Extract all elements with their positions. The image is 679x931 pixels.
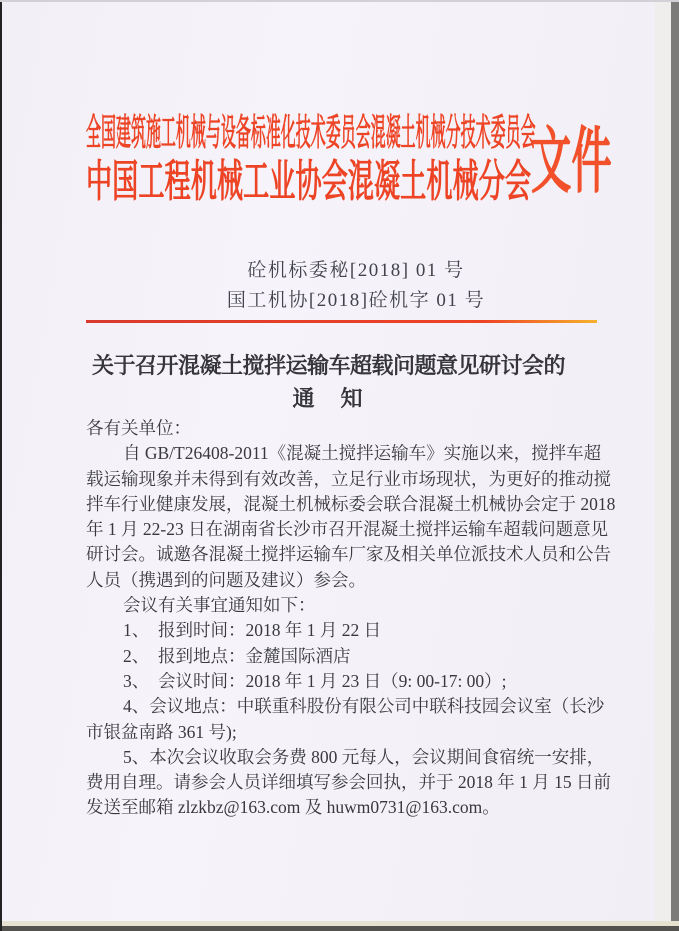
notice-title-line-2: 通 知 [292,386,365,411]
body-line: 自 GB/T26408-2011《混凝土搅拌运输车》实施以来，搅拌车超 [123,443,602,464]
issuing-org-line-1: 全国建筑施工机械与设备标准化技术委员会混凝土机械分技术委员会 [86,113,536,154]
body-line-item-1: 1、 报到时间：2018 年 1 月 22 日 [123,620,382,641]
doc-number-1: 砼机标委秘[2018] 01 号 [247,260,465,281]
body-line: 研讨会。诚邀各混凝土搅拌运输车厂家及相关单位派技术人员和公告 [86,544,611,565]
body-line-item-2: 2、 报到地点：金麓国际酒店 [123,645,351,666]
body-line-item-4: 4、会议地点：中联重科股份有限公司中联科技园会议室（长沙 [123,696,605,717]
body-line-item-5: 5、本次会议收取会务费 800 元每人，会议期间食宿统一安排， [123,746,605,767]
body-line: 载运输现象并未得到有效改善，立足行业市场现状，为更好的推动搅 [86,468,611,489]
scan-edge-top [0,0,679,2]
notice-title-line-1: 关于召开混凝土搅拌运输车超载问题意见研讨会的 [91,353,565,378]
red-divider-rule [86,320,597,323]
doc-number-2: 国工机协[2018]砼机字 01 号 [226,290,486,311]
document-paper [2,2,656,924]
body-line: 市银盆南路 361 号); [86,721,237,742]
body-line-item-3: 3、 会议时间：2018 年 1 月 23 日（9: 00-17: 00）; [123,670,507,691]
body-line: 人员（携遇到的问题及建议）参会。 [86,569,366,590]
scan-edge-left [0,0,2,931]
scan-edge-right-dark [671,0,679,931]
scan-edge-right-light [655,0,671,931]
body-line: 拌车行业健康发展，混凝土机械标委会联合混凝土机械协会定于 2018 [86,493,616,514]
body-line-email: 发送至邮箱 zlzkbz@163.com 及 huwm0731@163.com。 [86,797,500,818]
body-line: 费用自理。请参会人员详细填写参会回执，并于 2018 年 1 月 15 日前 [86,772,611,793]
salutation-line: 各有关单位： [86,418,191,438]
doc-type-label: 文件 [531,122,612,202]
issuing-org-line-2: 中国工程机械工业协会混凝土机械分会 [86,157,532,206]
body-line: 会议有关事宜通知如下： [123,595,316,616]
scan-edge-bottom-dark [0,926,679,931]
body-line: 年 1 月 22-23 日在湖南省长沙市召开混凝土搅拌运输车超载问题意见 [86,519,609,540]
notice-body [86,416,616,821]
